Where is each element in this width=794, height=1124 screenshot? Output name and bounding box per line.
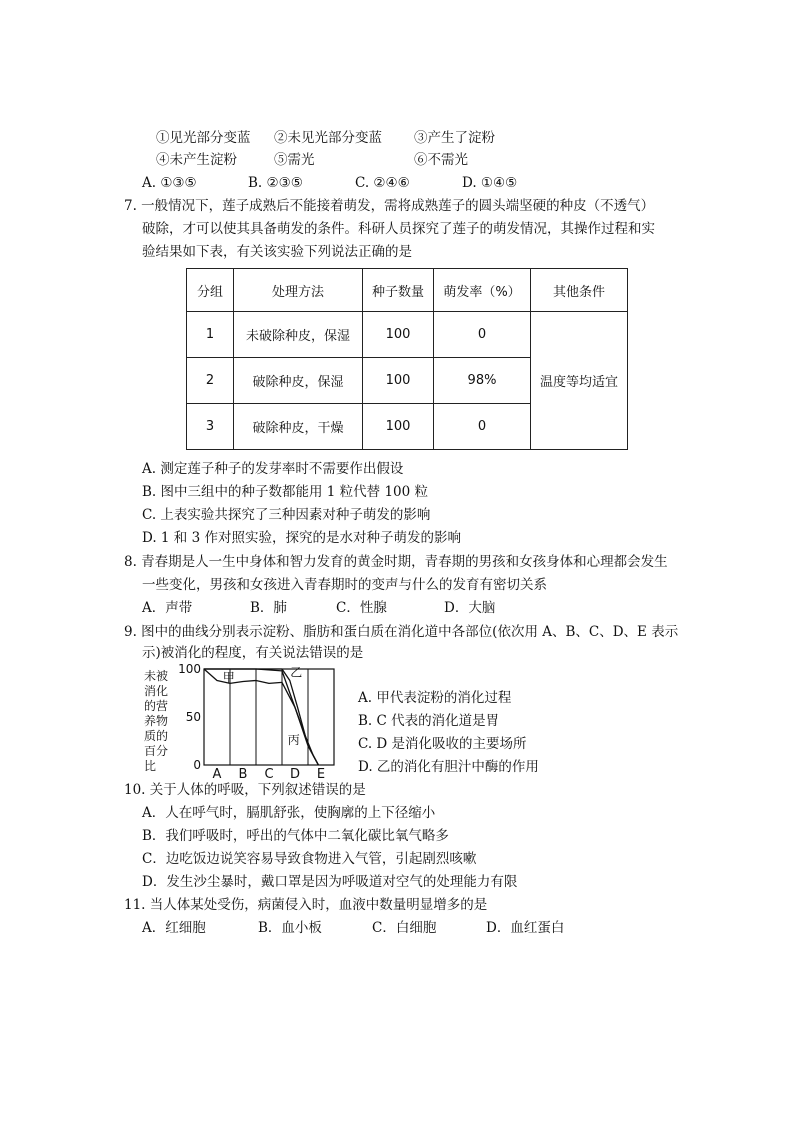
table-row bbox=[187, 312, 628, 358]
chart-x-tick-label: C bbox=[264, 767, 274, 781]
table-cell: 破除种皮，干燥 bbox=[234, 404, 363, 450]
q6-option-a: A. ①③⑤ bbox=[142, 175, 197, 191]
q10-option-a: A．人在呼气时，膈肌舒张，使胸廓的上下径缩小 bbox=[142, 805, 436, 821]
table-cell: 0 bbox=[434, 312, 531, 358]
chart-y-tick-label: 0 bbox=[193, 758, 201, 772]
q6-option-c: C. ②④⑥ bbox=[355, 175, 410, 191]
table-header-row bbox=[187, 269, 628, 312]
q7-option-b: B. 图中三组中的种子数都能用 1 粒代替 100 粒 bbox=[142, 484, 429, 500]
q11-option-b: B．血小板 bbox=[258, 920, 322, 936]
q8-stem-line-2: 一些变化，男孩和女孩进入青春期时的变声与什么的发育有密切关系 bbox=[142, 577, 547, 593]
q9-option-c: C. D 是消化吸收的主要场所 bbox=[358, 736, 527, 752]
q6-item-5: ⑤需光 bbox=[274, 152, 315, 168]
table-cell-other-condition: 温度等均适宜 bbox=[531, 312, 628, 450]
chart-x-tick-label: E bbox=[316, 767, 326, 781]
chart-ylabel: 未被消化的营养物质的百分比 bbox=[144, 669, 169, 773]
q9-option-b: B. C 代表的消化道是胃 bbox=[358, 713, 500, 729]
q9-stem-line-1: 9. 图中的曲线分别表示淀粉、脂肪和蛋白质在消化道中各部位(依次用 A、B、C、D、E 表示 bbox=[124, 624, 679, 640]
q7-stem-line-1: 7. 一般情况下，莲子成熟后不能接着萌发，需将成熟莲子的圆头端坚硬的种皮（不透气） bbox=[124, 198, 655, 214]
table-header: 分组 bbox=[187, 269, 234, 312]
q11-option-d: D．血红蛋白 bbox=[486, 920, 565, 936]
q6-item-1: ①见光部分变蓝 bbox=[156, 130, 251, 146]
chart-series-line bbox=[204, 669, 318, 765]
table-header: 处理方法 bbox=[234, 269, 363, 312]
q8-stem-line-1: 8. 青春期是人一生中身体和智力发育的黄金时期，青春期的男孩和女孩身体和心理都会发生 bbox=[124, 554, 668, 570]
q7-stem-line-3: 验结果如下表，有关该实验下列说法正确的是 bbox=[142, 244, 412, 260]
q8-option-b: B．肺 bbox=[250, 600, 287, 616]
q11-option-c: C．白细胞 bbox=[372, 920, 437, 936]
q6-item-2: ②未见光部分变蓝 bbox=[274, 130, 382, 146]
table-cell: 0 bbox=[434, 404, 531, 450]
q6-item-3: ③产生了淀粉 bbox=[414, 130, 495, 146]
chart-series-line bbox=[204, 669, 318, 765]
chart-svg bbox=[142, 663, 342, 781]
chart-series-label: 乙 bbox=[290, 665, 303, 680]
table-header: 萌发率（%） bbox=[434, 269, 531, 312]
q6-item-4: ④未产生淀粉 bbox=[156, 152, 237, 168]
q6-option-d: D. ①④⑤ bbox=[462, 175, 518, 191]
table-cell: 100 bbox=[363, 358, 434, 404]
q7-option-a: A. 测定莲子种子的发芽率时不需要作出假设 bbox=[142, 461, 404, 477]
q7-stem-line-2: 破除，才可以使其具备萌发的条件。科研人员探究了莲子的萌发情况，其操作过程和实 bbox=[142, 221, 655, 237]
q8-option-a: A．声带 bbox=[142, 600, 193, 616]
q6-item-6: ⑥不需光 bbox=[414, 152, 468, 168]
chart-x-tick-label: A bbox=[212, 767, 222, 781]
table-cell: 98% bbox=[434, 358, 531, 404]
q10-option-c: C．边吃饭边说笑容易导致食物进入气管，引起剧烈咳嗽 bbox=[142, 851, 477, 867]
chart-series-line bbox=[204, 669, 318, 765]
chart-x-tick-label: D bbox=[289, 767, 301, 781]
chart-x-tick-label: B bbox=[238, 767, 248, 781]
q9-option-a: A. 甲代表淀粉的消化过程 bbox=[358, 690, 512, 706]
table-header: 其他条件 bbox=[531, 269, 628, 312]
q10-option-d: D．发生沙尘暴时，戴口罩是因为呼吸道对空气的处理能力有限 bbox=[142, 874, 518, 890]
chart-series-label: 丙 bbox=[287, 732, 300, 747]
q10-option-b: B．我们呼吸时，呼出的气体中二氧化碳比氧气略多 bbox=[142, 828, 449, 844]
q11-option-a: A．红细胞 bbox=[142, 920, 206, 936]
chart-y-tick-label: 50 bbox=[185, 710, 201, 724]
table-cell: 1 bbox=[187, 312, 234, 358]
chart-series-label: 甲 bbox=[222, 670, 235, 685]
table-cell: 100 bbox=[363, 312, 434, 358]
q8-option-c: C．性腺 bbox=[336, 600, 387, 616]
table-cell: 100 bbox=[363, 404, 434, 450]
q9-stem-line-2: 示)被消化的程度，有关说法错误的是 bbox=[142, 645, 364, 661]
table-header: 种子数量 bbox=[363, 269, 434, 312]
table-cell: 破除种皮，保湿 bbox=[234, 358, 363, 404]
q7-option-d: D. 1 和 3 作对照实验，探究的是水对种子萌发的影响 bbox=[142, 530, 461, 546]
table-cell: 2 bbox=[187, 358, 234, 404]
q11-stem: 11. 当人体某处受伤，病菌侵入时，血液中数量明显增多的是 bbox=[124, 897, 488, 913]
q9-option-d: D. 乙的消化有胆汁中酶的作用 bbox=[358, 759, 539, 775]
q7-option-c: C. 上表实验共探究了三种因素对种子萌发的影响 bbox=[142, 507, 431, 523]
table-cell: 3 bbox=[187, 404, 234, 450]
digestion-chart bbox=[142, 663, 342, 781]
table-cell: 未破除种皮，保湿 bbox=[234, 312, 363, 358]
q10-stem: 10. 关于人体的呼吸，下列叙述错误的是 bbox=[124, 782, 366, 798]
experiment-table bbox=[186, 268, 628, 450]
chart-y-tick-label: 100 bbox=[178, 663, 201, 676]
q8-option-d: D．大脑 bbox=[444, 600, 496, 616]
q6-option-b: B. ②③⑤ bbox=[248, 175, 303, 191]
